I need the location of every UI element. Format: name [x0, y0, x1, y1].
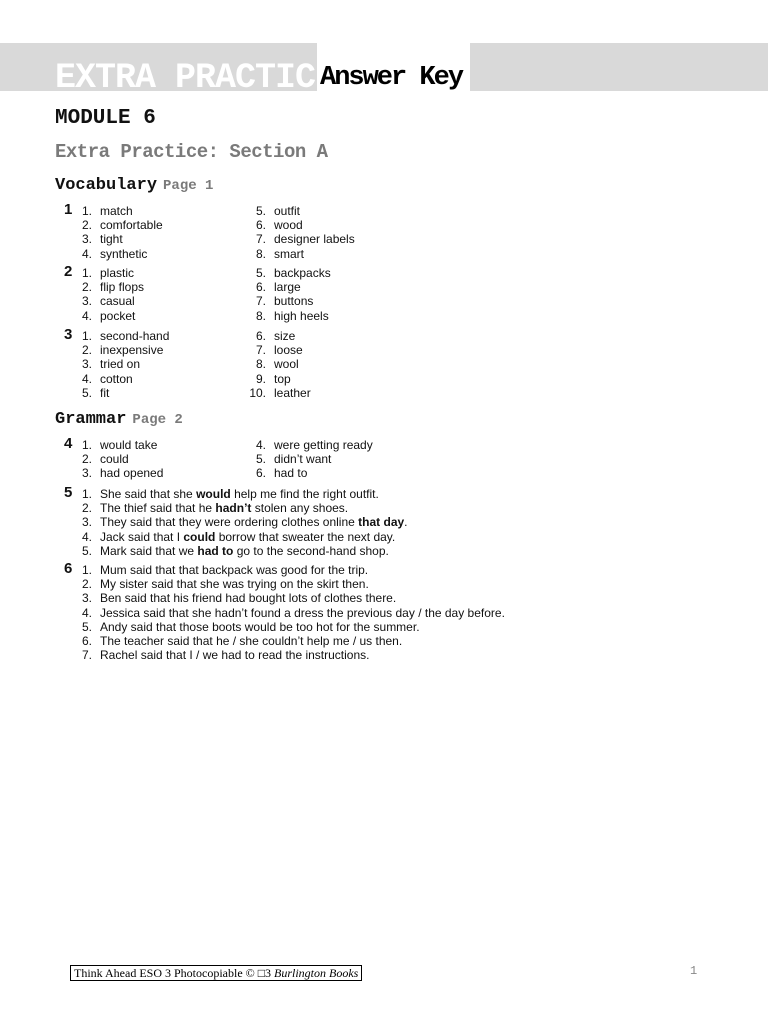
item-text: cotton — [100, 371, 133, 386]
item-number: 10. — [249, 385, 266, 400]
text-answer: could — [183, 529, 216, 544]
answer-column-right — [240, 329, 311, 400]
item-number: 7. — [81, 648, 92, 663]
answer-item — [72, 280, 145, 295]
answer-item — [72, 452, 129, 467]
answer-item — [72, 648, 370, 663]
item-number: 2. — [81, 343, 92, 358]
item-text: backpacks — [274, 266, 331, 280]
item-text: casual — [100, 294, 135, 309]
item-text: had opened — [100, 466, 164, 481]
answer-column-left — [72, 438, 164, 481]
item-number: 6. — [81, 633, 92, 648]
item-text: synthetic — [100, 246, 148, 261]
answer-item — [240, 357, 299, 372]
item-text: large — [274, 280, 301, 295]
page-number: 1 — [690, 964, 698, 978]
text-pre: Mark said that we — [100, 543, 198, 558]
answer-item — [240, 371, 291, 386]
answer-item — [72, 591, 397, 606]
item-number: 6. — [255, 280, 266, 295]
item-text: comfortable — [100, 218, 163, 233]
answer-item — [72, 357, 141, 372]
answer-item — [72, 343, 164, 358]
text-pre: She said that she — [100, 487, 197, 501]
answer-item — [72, 371, 133, 386]
exercise-number: 5 — [64, 484, 73, 501]
item-number: 5. — [81, 619, 92, 634]
answer-column-right — [240, 204, 355, 261]
answer-column-left — [72, 266, 145, 323]
text-post: go to the second-hand shop. — [233, 543, 389, 558]
item-number: 4. — [81, 605, 92, 620]
page-title: EXTRA PRACTICE — [55, 58, 336, 98]
text-post: borrow that sweater the next day. — [215, 529, 396, 544]
item-number: 4. — [81, 246, 92, 261]
text-answer: hadn’t — [215, 501, 252, 516]
answer-item — [72, 218, 163, 233]
page-subtitle: Answer Key — [320, 63, 463, 93]
item-text: fit — [100, 385, 110, 400]
item-number: 5. — [255, 452, 266, 467]
item-number: 5. — [81, 543, 92, 558]
item-text — [100, 501, 348, 515]
item-number: 4. — [81, 308, 92, 323]
answer-item — [72, 563, 369, 577]
item-number: 5. — [81, 385, 92, 400]
answer-item — [72, 577, 369, 592]
item-text: leather — [274, 385, 311, 400]
answer-item — [240, 294, 314, 309]
item-text: tried on — [100, 357, 141, 372]
item-number: 2. — [81, 501, 92, 516]
answer-item — [72, 619, 420, 634]
answer-item — [72, 232, 123, 247]
item-text: second-hand — [100, 329, 170, 343]
item-text — [100, 515, 408, 529]
answer-column-right — [240, 266, 331, 323]
item-text: could — [100, 452, 129, 467]
grammar-heading — [55, 410, 183, 430]
item-text: were getting ready — [274, 438, 373, 452]
item-number: 6. — [255, 466, 266, 481]
item-text: outfit — [274, 204, 301, 218]
item-number: 5. — [255, 266, 266, 280]
item-text: would take — [100, 438, 158, 452]
item-text: Mum said that that backpack was good for the trip. — [100, 563, 369, 577]
item-number: 1. — [81, 329, 92, 343]
text-answer: would — [196, 487, 231, 501]
item-number: 3. — [81, 357, 92, 372]
item-text: size — [274, 329, 296, 343]
item-text: top — [274, 371, 291, 386]
answer-item — [72, 501, 349, 516]
item-number: 7. — [255, 232, 266, 247]
exercise-number: 3 — [64, 326, 73, 343]
answer-item — [72, 266, 135, 280]
item-text: buttons — [274, 294, 314, 309]
item-text — [100, 544, 389, 558]
item-text: Ben said that his friend had bought lots of clothes there. — [100, 591, 397, 606]
item-number: 4. — [81, 371, 92, 386]
answer-item — [72, 529, 396, 544]
item-text: flip flops — [100, 280, 145, 295]
item-number: 6. — [255, 329, 266, 343]
answer-item — [240, 466, 308, 481]
grammar-page-ref: Page 2 — [132, 412, 183, 428]
answer-item — [240, 438, 373, 452]
item-number: 8. — [255, 357, 266, 372]
answer-item — [240, 204, 301, 218]
vocabulary-heading-label: Vocabulary — [55, 176, 158, 195]
answer-item — [240, 280, 301, 295]
answer-column-right — [240, 438, 373, 481]
text-answer: had to — [197, 543, 234, 558]
answer-item — [72, 385, 110, 400]
item-number: 9. — [255, 371, 266, 386]
item-text: Rachel said that I / we had to read the instructions. — [100, 648, 370, 663]
answer-item — [72, 605, 505, 620]
footer-glyph: □3 — [257, 966, 272, 980]
text-pre: The thief said that he — [100, 501, 216, 516]
item-text: high heels — [274, 308, 329, 323]
answer-item — [72, 308, 136, 323]
answer-column-left — [72, 329, 170, 400]
section-title: Extra Practice: Section A — [55, 141, 328, 163]
answer-item — [240, 452, 332, 467]
item-text: had to — [274, 466, 308, 481]
item-text: smart — [274, 246, 304, 261]
item-text: match — [100, 204, 133, 218]
item-text: Andy said that those boots would be too hot for the summer. — [100, 619, 420, 634]
module-title: MODULE 6 — [55, 107, 156, 130]
answer-item — [240, 385, 311, 400]
answer-item — [72, 633, 403, 648]
answer-item — [72, 438, 158, 452]
answer-item — [72, 466, 164, 481]
answer-item — [240, 266, 331, 280]
item-number: 7. — [255, 343, 266, 358]
item-number: 3. — [81, 232, 92, 247]
item-number: 1. — [81, 563, 92, 577]
answer-item — [240, 246, 304, 261]
item-number: 8. — [255, 246, 266, 261]
item-text: My sister said that she was trying on the skirt then. — [100, 577, 369, 592]
text-post: help me find the right outfit. — [230, 487, 379, 501]
text-answer: that day — [358, 515, 405, 530]
item-number: 5. — [255, 204, 266, 218]
exercise-number: 4 — [64, 435, 73, 452]
text-post: . — [404, 515, 408, 530]
item-text: pocket — [100, 308, 136, 323]
item-number: 1. — [81, 266, 92, 280]
item-text: inexpensive — [100, 343, 164, 358]
item-text: Jessica said that she hadn’t found a dress the previous day / the day before. — [100, 605, 505, 620]
vocabulary-heading — [55, 176, 213, 196]
answer-item — [72, 294, 135, 309]
item-number: 1. — [81, 438, 92, 452]
item-number: 3. — [81, 294, 92, 309]
item-number: 3. — [81, 515, 92, 530]
item-number: 1. — [81, 204, 92, 218]
answer-item — [240, 218, 303, 233]
item-text — [100, 487, 379, 501]
item-number: 8. — [255, 308, 266, 323]
answer-item — [72, 329, 170, 343]
answer-item — [72, 543, 389, 558]
grammar-heading-label: Grammar — [55, 410, 127, 429]
item-number: 2. — [81, 577, 92, 592]
answer-list — [72, 563, 505, 663]
item-number: 1. — [81, 487, 92, 501]
answer-item — [240, 343, 303, 358]
item-text — [100, 530, 395, 544]
item-text: The teacher said that he / she couldn’t help me / us then. — [100, 633, 403, 648]
text-post: stolen any shoes. — [251, 501, 349, 516]
item-text: plastic — [100, 266, 135, 280]
item-number: 3. — [81, 591, 92, 606]
exercise-number: 2 — [64, 263, 73, 280]
answer-list — [72, 487, 408, 558]
item-number: 2. — [81, 218, 92, 233]
item-text: tight — [100, 232, 123, 247]
item-text: wood — [274, 218, 303, 233]
header-banner-right — [470, 43, 768, 91]
answer-item — [72, 487, 379, 501]
answer-column-left — [72, 204, 163, 261]
item-number: 7. — [255, 294, 266, 309]
item-text: didn’t want — [274, 452, 332, 467]
item-number: 3. — [81, 466, 92, 481]
answer-item — [240, 308, 329, 323]
item-number: 2. — [81, 280, 92, 295]
answer-item — [72, 246, 148, 261]
answer-item — [240, 232, 355, 247]
footer-text: Think Ahead ESO 3 Photocopiable © — [74, 966, 258, 980]
exercise-number: 6 — [64, 560, 73, 577]
footer-publisher: Burlington Books — [274, 966, 359, 980]
item-text: wool — [274, 357, 299, 372]
item-number: 2. — [81, 452, 92, 467]
vocabulary-page-ref: Page 1 — [163, 178, 214, 194]
answer-item — [240, 329, 296, 343]
item-number: 4. — [81, 529, 92, 544]
answer-item — [72, 515, 408, 530]
text-pre: Jack said that I — [100, 529, 184, 544]
exercise-number: 1 — [64, 201, 73, 218]
item-text: designer labels — [274, 232, 355, 247]
item-text: loose — [274, 343, 303, 358]
text-pre: They said that they were ordering clothes online — [100, 515, 359, 530]
item-number: 6. — [255, 218, 266, 233]
item-number: 4. — [255, 438, 266, 452]
footer-copyright — [70, 965, 362, 981]
answer-item — [72, 204, 133, 218]
